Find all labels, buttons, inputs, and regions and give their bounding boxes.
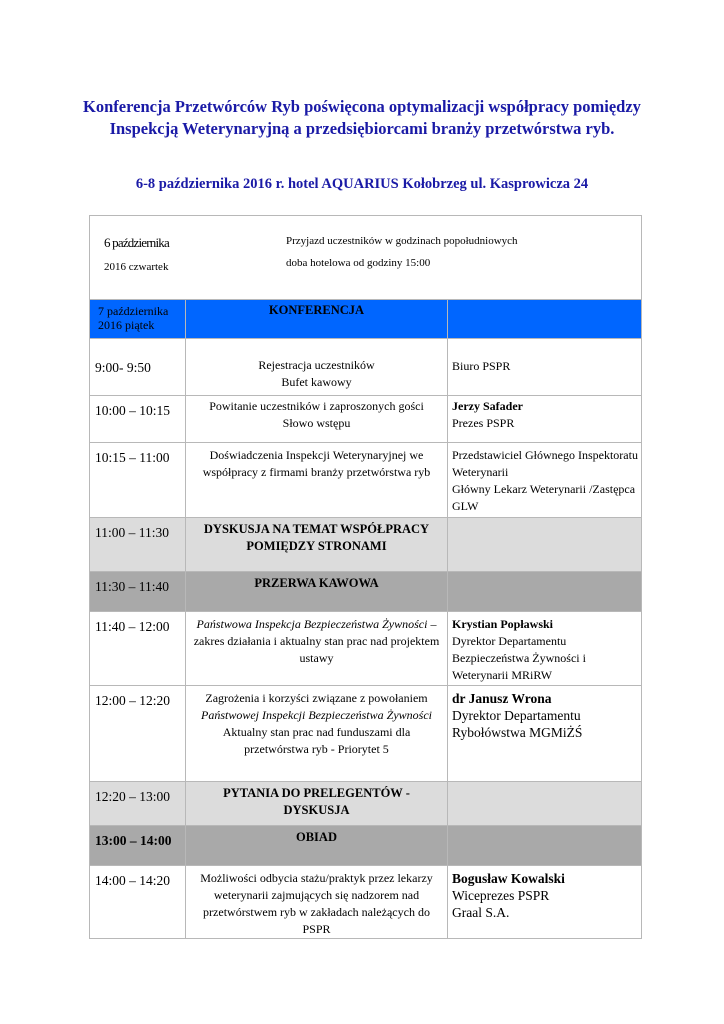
row-speaker-company: Graal S.A. bbox=[452, 905, 510, 920]
table-row bbox=[90, 518, 642, 572]
table-row bbox=[90, 612, 642, 686]
row-desc-2: Słowo wstępu bbox=[282, 416, 351, 430]
row-speaker: Przedstawiciel Głównego Inspektoratu Weterynarii bbox=[452, 448, 638, 479]
table-row bbox=[90, 686, 642, 782]
row-speaker: dr Janusz Wrona bbox=[452, 691, 552, 706]
row-desc: OBIAD bbox=[186, 826, 448, 866]
row-desc: – zakres działania i aktualny stan prac nad projektem ustawy bbox=[193, 617, 440, 665]
row-desc: Doświadczenia Inspekcji Weterynaryjnej we współpracy z firmami branży przetwórstwa ryb bbox=[186, 443, 448, 518]
document-title bbox=[40, 96, 684, 140]
row-desc: Rejestracja uczestników bbox=[258, 358, 375, 372]
row-time: 13:00 – 14:00 bbox=[90, 826, 186, 866]
row-desc-italic: Państwowa Inspekcja Bezpieczeństwa Żywności bbox=[196, 617, 428, 631]
row-speaker-role: Dyrektor Departamentu Bezpieczeństwa Żywności i Weterynarii MRiRW bbox=[452, 634, 586, 682]
table-row bbox=[90, 866, 642, 939]
row-time: 9:00- 9:50 bbox=[90, 339, 186, 396]
agenda-table bbox=[89, 215, 642, 939]
row-desc-italic: Państwowej Inspekcji Bezpieczeństwa Żywności bbox=[201, 708, 432, 722]
day1-row bbox=[90, 216, 642, 300]
table-row bbox=[90, 782, 642, 826]
title-line-2: Inspekcją Weterynaryjną a przedsiębiorcami branży przetwórstwa ryb. bbox=[109, 119, 615, 138]
row-desc: Powitanie uczestników i zaproszonych gości bbox=[209, 399, 424, 413]
row-time: 12:20 – 13:00 bbox=[90, 782, 186, 826]
row-desc-2: Aktualny stan prac nad funduszami dla przetwórstwa ryb - Priorytet 5 bbox=[222, 725, 411, 756]
table-row bbox=[90, 826, 642, 866]
row-desc: Możliwości odbycia stażu/praktyk przez lekarzy weterynarii zajmujących się nadzorem nad przetwórstwem ryb w zakładach należących do PSPR bbox=[186, 866, 448, 939]
day2-header-row bbox=[90, 300, 642, 339]
row-desc: Zagrożenia i korzyści związane z powołaniem bbox=[205, 691, 428, 705]
row-speaker: Biuro PSPR bbox=[452, 359, 511, 373]
row-desc: DYSKUSJA NA TEMAT WSPÓŁPRACY POMIĘDZY STRONAMI bbox=[186, 518, 448, 572]
row-desc: PRZERWA KAWOWA bbox=[186, 572, 448, 612]
row-desc: PYTANIA DO PRELEGENTÓW - DYSKUSJA bbox=[186, 782, 448, 826]
row-time: 10:15 – 11:00 bbox=[90, 443, 186, 518]
day1-hotel-checkin: doba hotelowa od godziny 15:00 bbox=[286, 257, 431, 269]
row-time: 12:00 – 12:20 bbox=[90, 686, 186, 782]
row-speaker-role: Główny Lekarz Weterynarii /Zastępca GLW bbox=[452, 482, 636, 513]
row-time: 10:00 – 10:15 bbox=[90, 396, 186, 443]
row-speaker-role: Dyrektor Departamentu Rybołówstwa MGMiŻŚ bbox=[452, 708, 583, 740]
table-row bbox=[90, 443, 642, 518]
row-desc-2: Bufet kawowy bbox=[281, 375, 352, 389]
table-row bbox=[90, 339, 642, 396]
day1-weekday: 2016 czwartek bbox=[104, 261, 169, 273]
day2-date: 7 października bbox=[98, 304, 169, 318]
row-speaker-role: Prezes PSPR bbox=[452, 416, 515, 430]
day1-date: 6 października bbox=[104, 235, 169, 250]
row-speaker: Bogusław Kowalski bbox=[452, 871, 565, 886]
row-time: 14:00 – 14:20 bbox=[90, 866, 186, 939]
row-time: 11:30 – 11:40 bbox=[90, 572, 186, 612]
row-speaker-role: Wiceprezes PSPR bbox=[452, 888, 550, 903]
row-speaker: Krystian Popławski bbox=[452, 617, 554, 631]
table-row bbox=[90, 396, 642, 443]
day2-weekday: 2016 piątek bbox=[98, 318, 155, 332]
day1-arrival: Przyjazd uczestników w godzinach popołudniowych bbox=[286, 235, 518, 247]
conference-header: KONFERENCJA bbox=[186, 300, 448, 339]
row-time: 11:40 – 12:00 bbox=[90, 612, 186, 686]
row-time: 11:00 – 11:30 bbox=[90, 518, 186, 572]
title-line-1: Konferencja Przetwórców Ryb poświęcona optymalizacji współpracy pomiędzy bbox=[83, 97, 641, 116]
event-date-location: 6-8 października 2016 r. hotel AQUARIUS Kołobrzeg ul. Kasprowicza 24 bbox=[135, 176, 589, 192]
row-speaker: Jerzy Safader bbox=[452, 399, 523, 413]
table-row bbox=[90, 572, 642, 612]
